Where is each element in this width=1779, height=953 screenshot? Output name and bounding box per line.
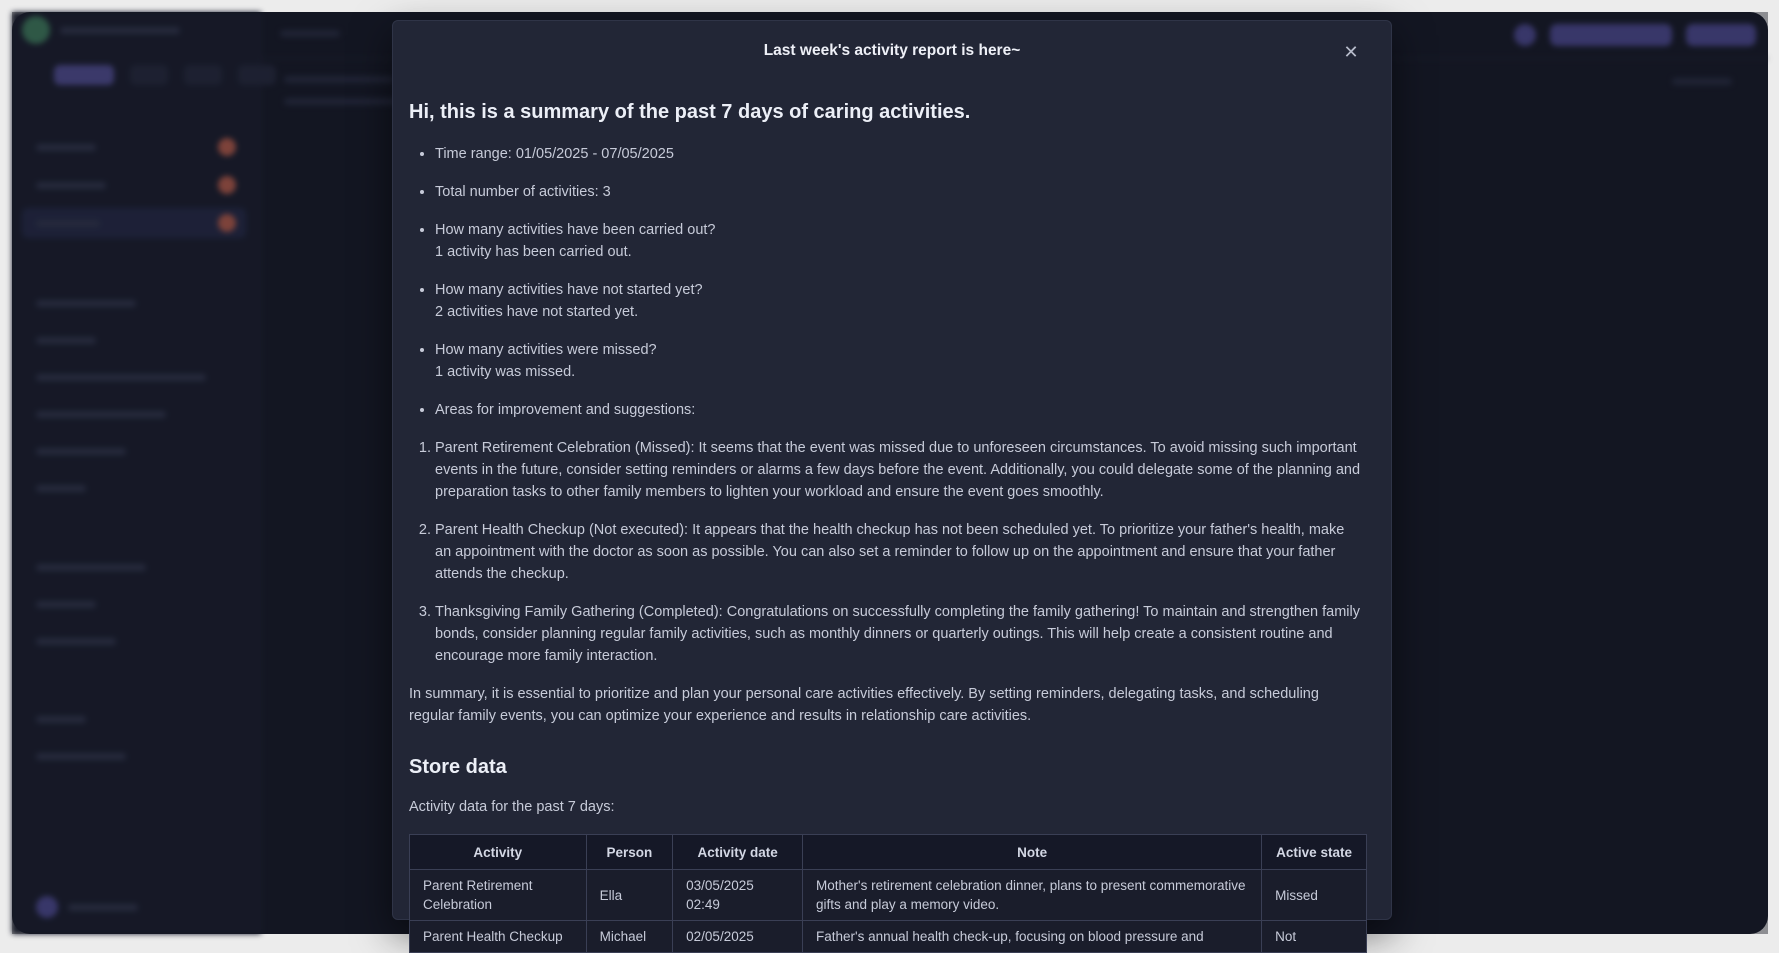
modal-body[interactable] xyxy=(409,73,1363,944)
store-data-heading: Store data xyxy=(409,756,507,778)
list-item: • Time range: 01/05/2025 - 07/05/2025 xyxy=(435,143,1363,165)
summary-paragraph: In summary, it is essential to prioritize and plan your personal care activities effectively. By setting reminders, delegating tasks, and scheduling regular family events, you can optimize your experience and results in relationship care activities. xyxy=(409,686,1319,724)
table-cell: Mother's retirement celebration dinner, plans to present commemorative gifts and play a memory video. xyxy=(803,870,1262,921)
suggestions-list xyxy=(409,437,1363,667)
suggestion-item: 3. Thanksgiving Family Gathering (Completed): Congratulations on successfully completing the family gathering! To maintain and strengthen family bonds, consider planning regular family activities, such as monthly dinners or quarterly outings. This will help create a consistent routine and encourage more family interaction. xyxy=(435,601,1363,667)
column-header: Person xyxy=(586,835,673,870)
activity-report-modal xyxy=(392,20,1392,944)
table-row xyxy=(410,870,1367,921)
table-intro: Activity data for the past 7 days: xyxy=(409,799,615,815)
table-cell: Parent Health Checkup xyxy=(410,921,587,953)
column-header: Note xyxy=(803,835,1262,870)
modal-header xyxy=(393,21,1391,73)
table-cell: Parent Retirement Celebration xyxy=(410,870,587,921)
suggestion-item: 2. Parent Health Checkup (Not executed): It appears that the health checkup has not been scheduled yet. To prioritize your father's health, make an appointment with the doctor as soon as possible. You can also set a reminder to follow up on the appointment and ensure that your father attends the checkup. xyxy=(435,519,1363,585)
table-cell: Not xyxy=(1262,921,1367,953)
table-cell: Father's annual health check-up, focusing on blood pressure and xyxy=(803,921,1262,953)
suggestion-item: 1. Parent Retirement Celebration (Missed): It seems that the event was missed due to unforeseen circumstances. To avoid missing such important events in the future, consider setting reminders or alarms a few days before the event. Additionally, you could delegate some of the planning and preparation tasks to other family members to lighten your workload and ensure the event goes smoothly. xyxy=(435,437,1363,503)
list-item: • How many activities have not started yet? 2 activities have not started yet. xyxy=(435,279,1363,323)
close-icon[interactable]: ✕ xyxy=(1343,42,1359,62)
table-cell: 03/05/2025 02:49 xyxy=(673,870,803,921)
list-item: • How many activities were missed? 1 activity was missed. xyxy=(435,339,1363,383)
column-header: Activity date xyxy=(673,835,803,870)
table-cell: Ella xyxy=(586,870,673,921)
table-row xyxy=(410,921,1367,953)
report-heading: Hi, this is a summary of the past 7 days of caring activities. xyxy=(409,101,971,123)
list-item: • Areas for improvement and suggestions: xyxy=(435,399,1363,421)
table-cell: Missed xyxy=(1262,870,1367,921)
column-header: Active state xyxy=(1262,835,1367,870)
list-item: • Total number of activities: 3 xyxy=(435,181,1363,203)
activity-table xyxy=(409,834,1367,953)
facts-list xyxy=(409,143,1363,421)
list-item: • How many activities have been carried out? 1 activity has been carried out. xyxy=(435,219,1363,263)
table-cell: 02/05/2025 xyxy=(673,921,803,953)
table-header-row xyxy=(410,835,1367,870)
column-header: Activity xyxy=(410,835,587,870)
modal-title: Last week's activity report is here~ xyxy=(763,42,1021,59)
table-cell: Michael xyxy=(586,921,673,953)
